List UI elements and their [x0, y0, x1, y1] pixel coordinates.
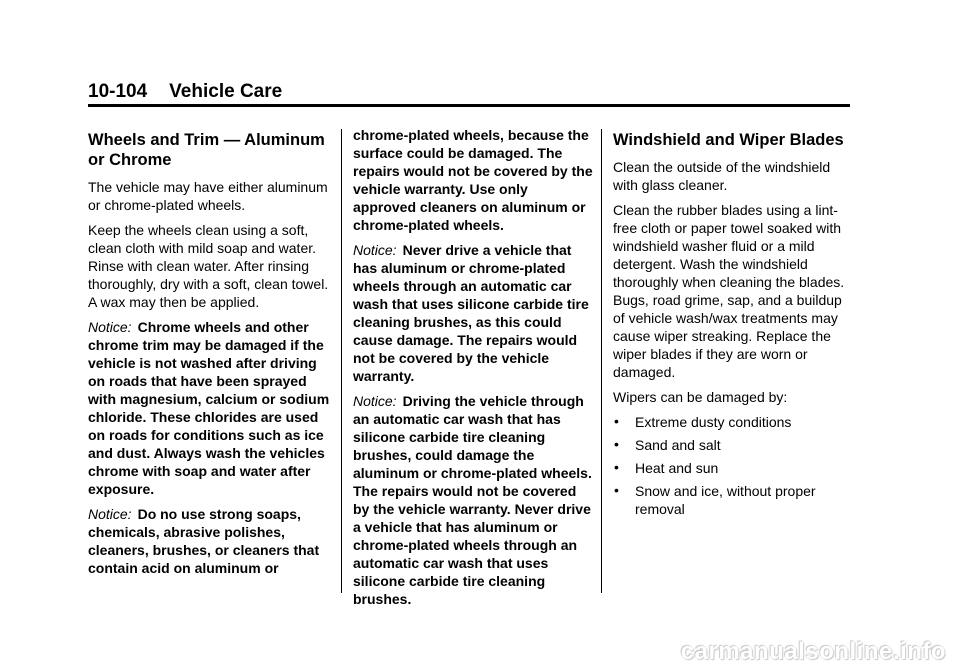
list-item-text: Heat and sun [635, 460, 719, 476]
column-1 [88, 126, 332, 584]
page-number: 10-104 [88, 81, 148, 102]
notice-label: Notice: [353, 242, 397, 258]
list-item [613, 436, 853, 454]
notice-text: Do no use strong soaps, chemicals, abrasive polishes, cleaners, brushes, or cleaners that contain acid on aluminum or [88, 506, 320, 576]
bullet-icon: • [614, 413, 619, 429]
notice-label: Notice: [88, 506, 132, 522]
list-item [613, 459, 853, 477]
notice-paragraph [88, 505, 332, 577]
list-item [613, 413, 853, 431]
column-3 [613, 126, 853, 523]
paragraph: Clean the rubber blades using a lint-free cloth or paper towel soaked with windshield washer fluid or a mild detergent. Wash the windshield thoroughly when cleaning the blades. Bugs, road grime, sap, and a buildup of vehicle wash/wax treatments may cause wiper streaking. Replace the wiper blades if they are worn or damaged. [613, 202, 845, 380]
paragraph: Clean the outside of the windshield with glass cleaner. [613, 159, 831, 193]
site-watermark: carmanualsonline.info [680, 638, 946, 665]
bullet-icon: • [614, 436, 619, 452]
list-item [613, 482, 853, 518]
notice-text: Driving the vehicle through an automatic car wash that has silicone carbide tire cleaning brushes, could damage the aluminum or chrome-plated wheels. The repairs would not be covered by the vehicle warranty. Never drive a vehicle that has aluminum or chrome-plated wheels through an automatic car wash that uses silicone carbide tire cleaning brushes. [353, 393, 592, 607]
list-item-text: Sand and salt [635, 437, 721, 453]
paragraph: Keep the wheels clean using a soft, clean cloth with mild soap and water. Rinse with clean water. After rinsing thoroughly, dry with a soft, clean towel. A wax may then be applied. [88, 222, 329, 310]
list-item-text: Snow and ice, without proper removal [635, 483, 816, 517]
notice-text: Chrome wheels and other chrome trim may be damaged if the vehicle is not washed after driving on roads that have been sprayed with magnesium, calcium or sodium chloride. These chlorides are used on roads for conditions such as ice and dust. Always wash the vehicles chrome with soap and water after exposure. [88, 319, 330, 497]
column-divider-1 [341, 129, 342, 593]
paragraph: The vehicle may have either aluminum or chrome-plated wheels. [88, 179, 328, 213]
bullet-icon: • [614, 482, 619, 498]
bullet-icon: • [614, 459, 619, 475]
paragraph: Wipers can be damaged by: [613, 389, 788, 405]
notice-text: Never drive a vehicle that has aluminum or chrome-plated wheels through an automatic car wash that uses silicone carbide tire cleaning brushes, as this could cause damage. The repairs would not be covered by the vehicle warranty. [353, 242, 589, 384]
damage-causes-list [613, 413, 853, 518]
column-divider-2 [601, 129, 602, 593]
page-header [88, 80, 282, 104]
notice-paragraph [88, 318, 332, 498]
section-heading-windshield: Windshield and Wiper Blades [613, 131, 844, 149]
notice-paragraph [353, 392, 593, 608]
notice-paragraph [353, 241, 593, 385]
section-heading-wheels: Wheels and Trim — Aluminum or Chrome [88, 131, 325, 169]
section-title: Vehicle Care [169, 81, 283, 102]
notice-label: Notice: [353, 393, 397, 409]
notice-label: Notice: [88, 319, 132, 335]
header-rule [88, 104, 850, 107]
notice-continuation: chrome-plated wheels, because the surface could be damaged. The repairs would not be covered by the vehicle warranty. Use only approved cleaners on aluminum or chrome-plated wheels. [353, 127, 593, 233]
column-2 [353, 126, 593, 615]
list-item-text: Extreme dusty conditions [635, 414, 792, 430]
